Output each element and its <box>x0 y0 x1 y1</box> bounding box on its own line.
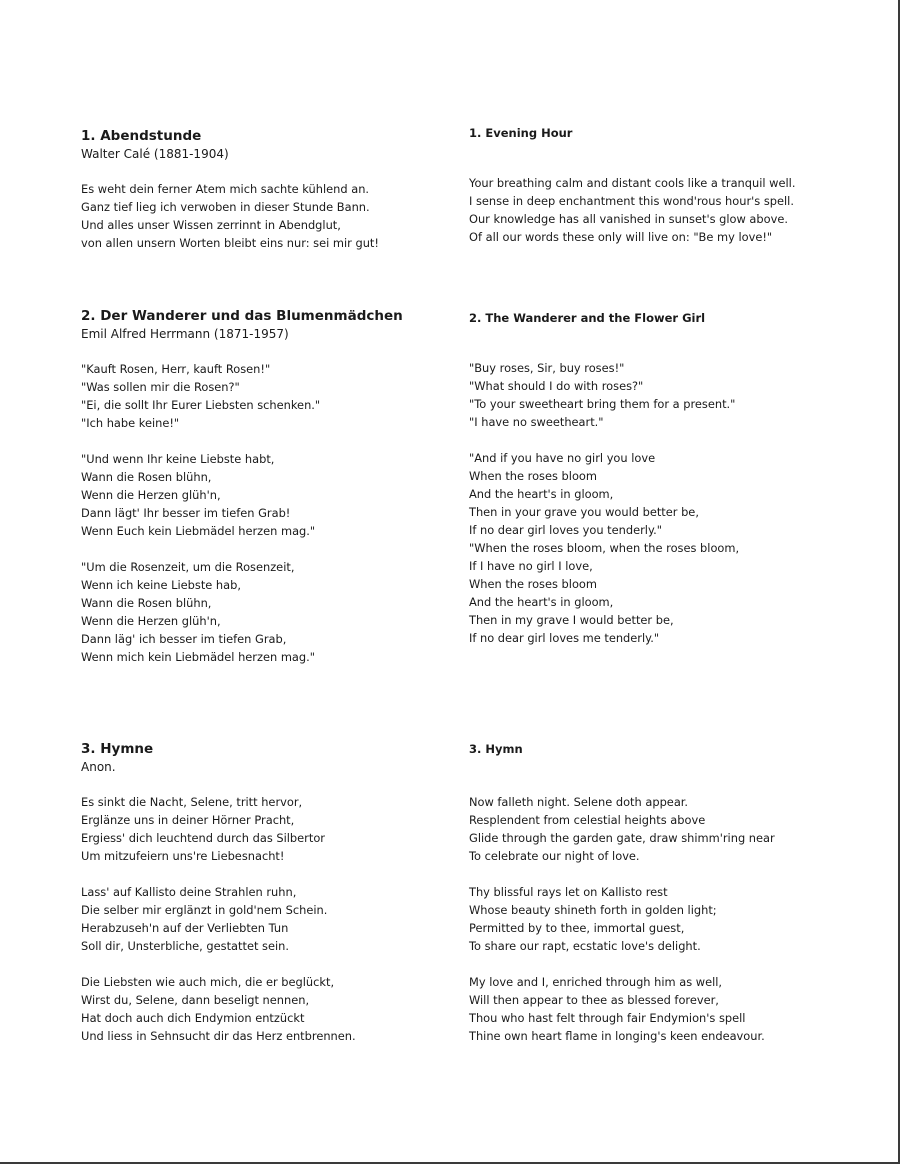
verse-line: "Und wenn Ihr keine Liebste habt, <box>81 452 275 466</box>
verse-line: If no dear girl loves you tenderly." <box>469 523 662 537</box>
verse-line: Thy blissful rays let on Kallisto rest <box>469 885 668 899</box>
stanza <box>469 973 849 1045</box>
stanza <box>469 793 849 865</box>
verse-line: Wann die Rosen blühn, <box>81 596 212 610</box>
verse-line: "What should I do with roses?" <box>469 379 644 393</box>
verse-line: To share our rapt, ecstatic love's delight. <box>469 939 701 953</box>
verse-line: Die Liebsten wie auch mich, die er beglückt, <box>81 975 335 989</box>
verse-line: Thine own heart flame in longing's keen endeavour. <box>469 1029 765 1043</box>
stanza <box>469 174 849 246</box>
verse-line: Dann lägt' Ihr besser im tiefen Grab! <box>81 506 291 520</box>
verse-line: Then in my grave I would better be, <box>469 613 674 627</box>
verse-line: Wenn die Herzen glüh'n, <box>81 614 221 628</box>
verse-line: Wenn Euch kein Liebmädel herzen mag." <box>81 524 316 538</box>
verse-line: Our knowledge has all vanished in sunset's glow above. <box>469 212 788 226</box>
stanza <box>81 973 441 1045</box>
verse-line: Um mitzufeiern uns're Liebesnacht! <box>81 849 285 863</box>
verse-line: "I have no sweetheart." <box>469 415 604 429</box>
verse-line: Herabzuseh'n auf der Verliebten Tun <box>81 921 289 935</box>
song-title: 3. Hymn <box>469 742 523 756</box>
verse-line: Wann die Rosen blühn, <box>81 470 212 484</box>
verse-line: Dann läg' ich besser im tiefen Grab, <box>81 632 287 646</box>
stanza <box>81 793 441 865</box>
verse-line: Your breathing calm and distant cools like a tranquil well. <box>469 176 796 190</box>
verse-line: Die selber mir erglänzt in gold'nem Schein. <box>81 903 328 917</box>
song-title: 1. Evening Hour <box>469 126 573 140</box>
stanza <box>81 558 441 666</box>
verse-line: Permitted by to thee, immortal guest, <box>469 921 685 935</box>
song-3-german <box>81 740 441 1045</box>
verse-line: Thou who hast felt through fair Endymion's spell <box>469 1011 746 1025</box>
song-title: 2. The Wanderer and the Flower Girl <box>469 311 706 325</box>
song-title: 1. Abendstunde <box>81 128 202 144</box>
verse-line: Hat doch auch dich Endymion entzückt <box>81 1011 305 1025</box>
verse-line: My love and I, enriched through him as well, <box>469 975 723 989</box>
verse-line: "Buy roses, Sir, buy roses!" <box>469 361 625 375</box>
song-1-english <box>469 124 849 246</box>
verse-line: Und alles unser Wissen zerrinnt in Abendglut, <box>81 218 341 232</box>
verse-line: Wenn ich keine Liebste hab, <box>81 578 241 592</box>
verse-line: Ergiess' dich leuchtend durch das Silbertor <box>81 831 325 845</box>
verse-line: Es sinkt die Nacht, Selene, tritt hervor, <box>81 795 303 809</box>
verse-line: When the roses bloom <box>469 469 597 483</box>
verse-line: Lass' auf Kallisto deine Strahlen ruhn, <box>81 885 297 899</box>
song-author: Emil Alfred Herrmann (1871-1957) <box>81 327 289 341</box>
verse-line: Now falleth night. Selene doth appear. <box>469 795 689 809</box>
song-2-english <box>469 309 849 647</box>
stanza <box>81 360 441 432</box>
verse-line: Glide through the garden gate, draw shimm'ring near <box>469 831 775 845</box>
stanza <box>81 180 441 252</box>
song-title: 2. Der Wanderer und das Blumenmädchen <box>81 308 403 324</box>
verse-line: Wenn mich kein Liebmädel herzen mag." <box>81 650 315 664</box>
verse-line: And the heart's in gloom, <box>469 595 614 609</box>
verse-line: When the roses bloom <box>469 577 597 591</box>
verse-line: "And if you have no girl you love <box>469 451 656 465</box>
song-1-german <box>81 127 441 252</box>
verse-line: Resplendent from celestial heights above <box>469 813 706 827</box>
verse-line: "Um die Rosenzeit, um die Rosenzeit, <box>81 560 295 574</box>
song-2-german <box>81 307 441 666</box>
verse-line: Erglänze uns in deiner Hörner Pracht, <box>81 813 295 827</box>
song-author: Anon. <box>81 760 116 774</box>
stanza <box>469 359 849 431</box>
stanza <box>81 883 441 955</box>
verse-line: von allen unsern Worten bleibt eins nur: sei mir gut! <box>81 236 379 250</box>
verse-line: I sense in deep enchantment this wond'rous hour's spell. <box>469 194 794 208</box>
verse-line: "To your sweetheart bring them for a present." <box>469 397 736 411</box>
verse-line: Und liess in Sehnsucht dir das Herz entbrennen. <box>81 1029 356 1043</box>
verse-line: Soll dir, Unsterbliche, gestattet sein. <box>81 939 290 953</box>
verse-line: "When the roses bloom, when the roses bloom, <box>469 541 740 555</box>
verse-line: If no dear girl loves me tenderly." <box>469 631 660 645</box>
verse-line: Will then appear to thee as blessed forever, <box>469 993 719 1007</box>
stanza <box>469 883 849 955</box>
verse-line: Ganz tief lieg ich verwoben in dieser Stunde Bann. <box>81 200 370 214</box>
song-3-english <box>469 740 849 1045</box>
verse-line: Whose beauty shineth forth in golden light; <box>469 903 717 917</box>
verse-line: "Ei, die sollt Ihr Eurer Liebsten schenken." <box>81 398 321 412</box>
verse-line: "Was sollen mir die Rosen?" <box>81 380 240 394</box>
verse-line: "Ich habe keine!" <box>81 416 180 430</box>
verse-line: Of all our words these only will live on: "Be my love!" <box>469 230 773 244</box>
verse-line: Then in your grave you would better be, <box>469 505 699 519</box>
verse-line: Es weht dein ferner Atem mich sachte kühlend an. <box>81 182 370 196</box>
verse-line: To celebrate our night of love. <box>469 849 640 863</box>
verse-line: "Kauft Rosen, Herr, kauft Rosen!" <box>81 362 271 376</box>
verse-line: Wenn die Herzen glüh'n, <box>81 488 221 502</box>
verse-line: And the heart's in gloom, <box>469 487 614 501</box>
stanza <box>469 449 849 647</box>
verse-line: Wirst du, Selene, dann beseligt nennen, <box>81 993 310 1007</box>
song-title: 3. Hymne <box>81 741 154 757</box>
stanza <box>81 450 441 540</box>
verse-line: If I have no girl I love, <box>469 559 593 573</box>
song-author: Walter Calé (1881-1904) <box>81 147 229 161</box>
